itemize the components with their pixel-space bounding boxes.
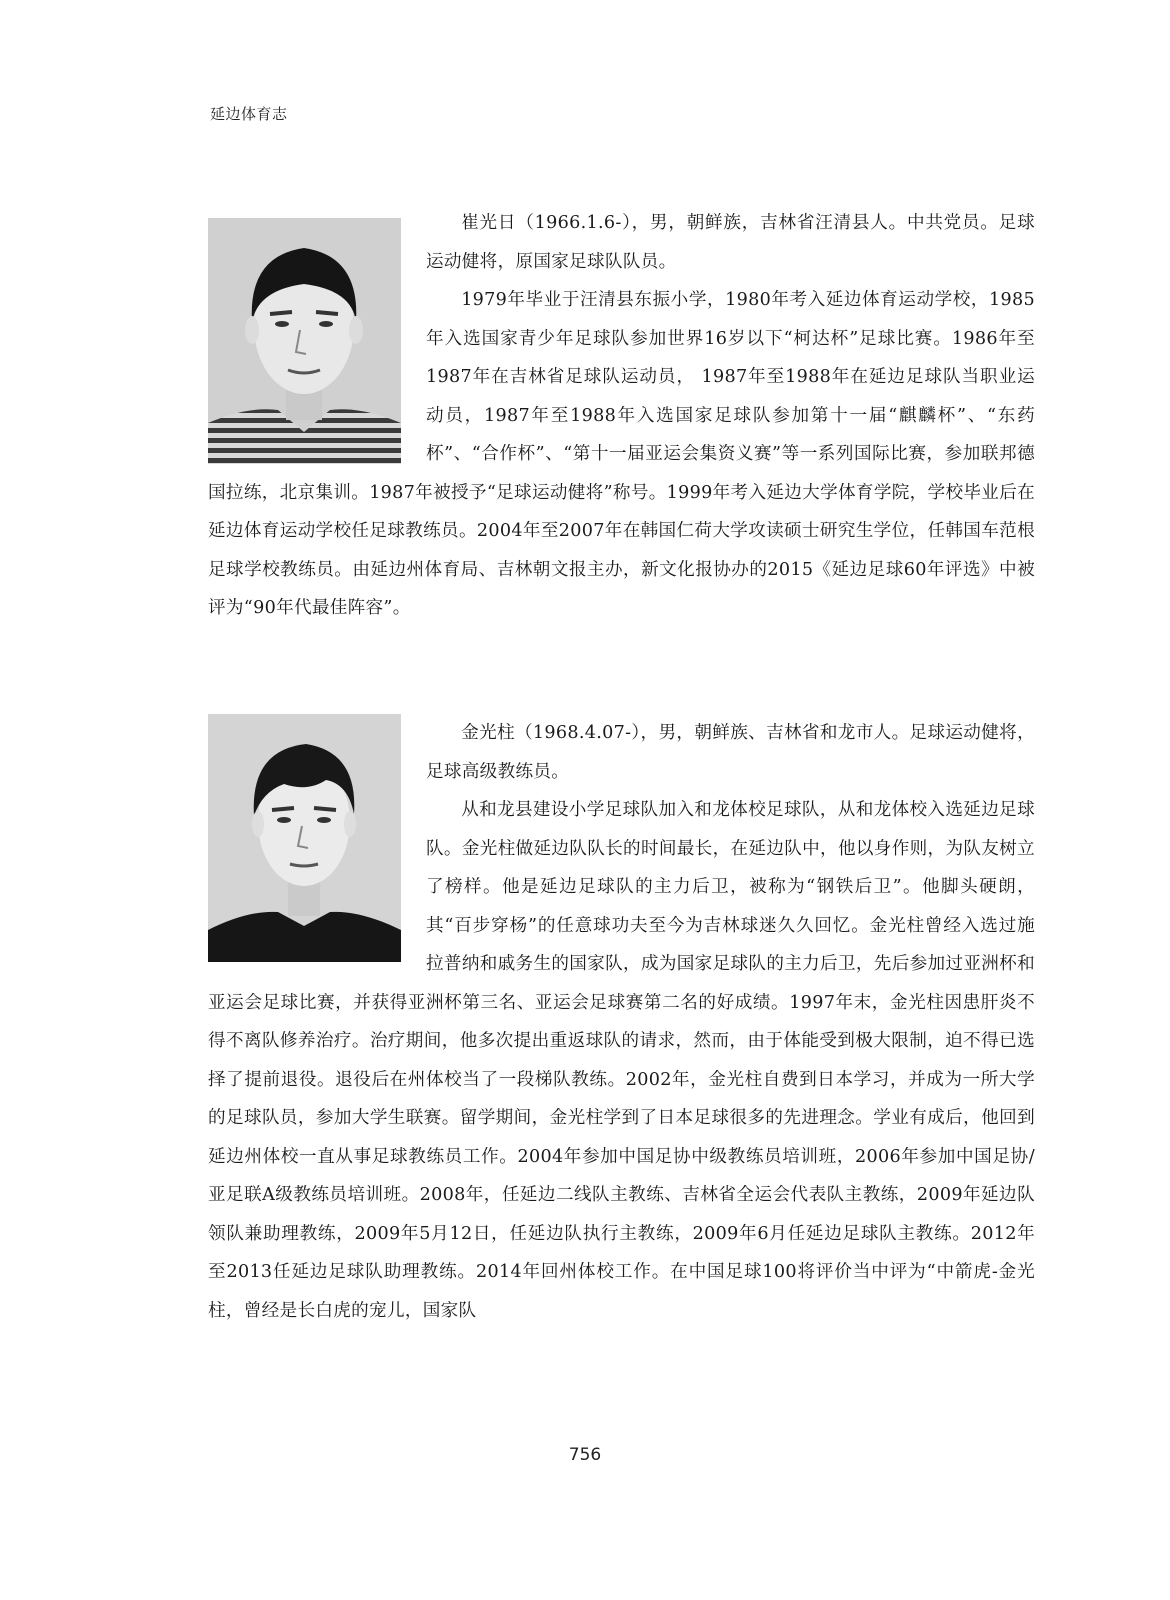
biography-entry (208, 714, 1035, 1330)
portrait-photo (208, 218, 401, 464)
page-number: 756 (568, 1445, 602, 1465)
bio-intro-paragraph: 金光柱（1968.4.07-），男，朝鲜族、吉林省和龙市人。足球运动健将，足球高级教练员。 (426, 723, 1035, 782)
portrait-2-image (208, 714, 401, 962)
biography-entry (208, 204, 1035, 628)
bio-detail-paragraph: 从和龙县建设小学足球队加入和龙体校足球队，从和龙体校入选延边足球队。金光柱做延边队队长的时间最长，在延边队中，他以身作则，为队友树立了榜样。他是延边足球队的主力后卫，被称为“钢铁后卫”。他脚头硬朗，其“百步穿杨”的任意球功夫至今为吉林球迷久久回忆。金光柱曾经入选过施拉普纳和戚务生的国家队，成为国家足球队的主力后卫，先后参加过亚洲杯和亚运会足球比赛，并获得亚洲杯第三名、亚运会足球赛第二名的好成绩。1997年末，金光柱因患肝炎不得不离队修养治疗。治疗期间，他多次提出重返球队的请求，然而，由于体能受到极大限制，迫不得已选择了提前退役。退役后在州体校当了一段梯队教练。2002年，金光柱自费到日本学习，并成为一所大学的足球队员，参加大学生联赛。留学期间，金光柱学到了日本足球很多的先进理念。学业有成后，他回到延边州体校一直从事足球教练员工作。2004年参加中国足协中级教练员培训班，2006年参加中国足协/亚足联A级教练员培训班。2008年，任延边二线队主教练、吉林省全运会代表队主教练，2009年延边队领队兼助理教练，2009年5月12日，任延边队执行主教练，2009年6月任延边足球队主教练。2012年至2013任延边足球队助理教练。2014年回州体校工作。在中国足球100将评价当中评为“中箭虎-金光柱，曾经是长白虎的宠儿，国家队 (208, 800, 1035, 1321)
bio-intro-paragraph: 崔光日（1966.1.6-），男，朝鲜族，吉林省汪清县人。中共党员。足球运动健将，原国家足球队队员。 (426, 213, 1035, 272)
bio-detail-paragraph: 1979年毕业于汪清县东振小学，1980年考入延边体育运动学校，1985年入选国家青少年足球队参加世界16岁以下“柯达杯”足球比赛。1986年至1987年在吉林省足球队运动员， 1987年至1988年在延边足球队当职业运动员，1987年至1988年入选国家足球队参加第十一届“麒麟杯”、“东药杯”、“合作杯”、“第十一届亚运会集资义赛”等一系列国际比赛，参加联邦德国拉练，北京集训。1987年被授予“足球运动健将”称号。1999年考入延边大学体育学院，学校毕业后在延边体育运动学校任足球教练员。2004年至2007年在韩国仁荷大学攻读硕士研究生学位，任韩国车范根足球学校教练员。由延边州体育局、吉林朝文报主办，新文化报协办的2015《延边足球60年评选》中被评为“90年代最佳阵容”。 (208, 290, 1035, 618)
running-head: 延边体育志 (210, 105, 288, 123)
portrait-photo (208, 714, 401, 962)
portrait-1-image (208, 218, 401, 464)
